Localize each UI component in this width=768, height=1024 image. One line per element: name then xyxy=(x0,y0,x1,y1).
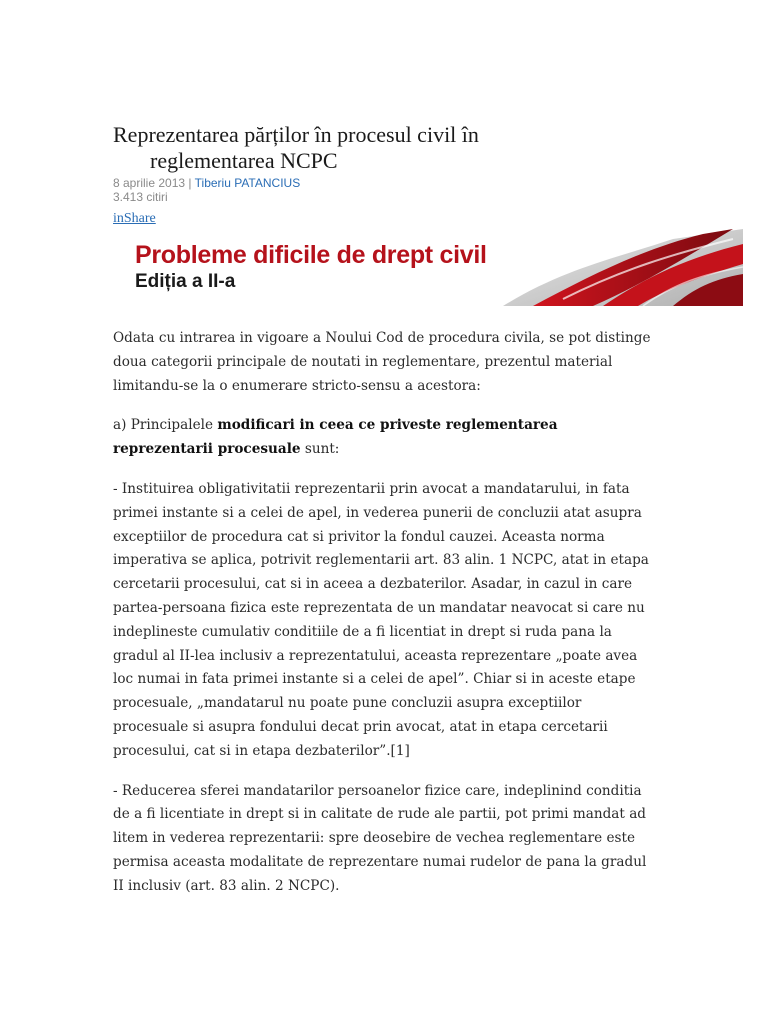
publish-date: 8 aprilie 2013 xyxy=(113,176,186,190)
banner-subtitle: Ediția a II-a xyxy=(135,271,236,292)
section-a-suffix: sunt: xyxy=(300,441,340,458)
title-line-1: Reprezentarea părților în procesul civil în xyxy=(113,122,479,147)
promo-banner[interactable] xyxy=(113,229,743,306)
article-meta xyxy=(113,176,300,190)
section-a-prefix: a) Principalele xyxy=(113,417,218,434)
read-count: 3.413 citiri xyxy=(113,190,168,204)
article-title xyxy=(113,122,673,174)
banner-title: Probleme dificile de drept civil xyxy=(135,241,487,269)
banner-graphic-icon xyxy=(443,229,743,306)
section-a-heading xyxy=(113,414,658,462)
inshare-link[interactable]: inShare xyxy=(113,211,156,226)
section-a-bold: modificari in ceea ce priveste reglementarea reprezentarii procesuale xyxy=(113,417,558,458)
list-item-1: - Instituirea obligativitatii reprezentarii prin avocat a mandatarului, in fata primei instante si a celei de apel, in vederea punerii de concluzii atat asupra exceptiilor de procedura cat si privitor la fondul cauzei. Aceasta norma imperativa se aplica, potrivit reglementarii art. 83 alin. 1 NCPC, atat in etapa cercetarii procesului, cat si in aceea a dezbaterilor. Asadar, in cazul in care partea-persoana fizica este reprezentata de un mandatar neavocat si care nu indeplineste cumulativ conditiile de a fi licentiat in drept si ruda pana la gradul al II-lea inclusiv a reprezentatului, aceasta reprezentare „poate avea loc numai in fata primei instante si a celei de apel”. Chiar si in aceste etape procesuale, „mandatarul nu poate pune concluzii asupra exceptiilor procesuale si asupra fondului decat prin avocat, atat in etapa cercetarii procesului, cat si in etapa dezbaterilor”.[1] xyxy=(113,480,649,759)
title-line-2: reglementarea NCPC xyxy=(150,148,338,173)
intro-paragraph: Odata cu intrarea in vigoare a Noului Cod de procedura civila, se pot distinge doua categorii principale de noutati in reglementare, prezentul material limitandu-se la o enumerare stricto-sensu a acestora: xyxy=(113,330,651,394)
meta-separator: | xyxy=(185,176,195,190)
article-body xyxy=(113,327,658,915)
author-link[interactable]: Tiberiu PATANCIUS xyxy=(194,176,301,190)
list-item-2: - Reducerea sferei mandatarilor persoanelor fizice care, indeplinind conditia de a fi licentiate in drept si in calitate de rude ale partii, pot primi mandat ad litem in vederea reprezentarii: spre deosebire de vechea reglementare este permisa aceasta modalitate de reprezentare numai rudelor de pana la gradul II inclusiv (art. 83 alin. 2 NCPC). xyxy=(113,782,647,894)
